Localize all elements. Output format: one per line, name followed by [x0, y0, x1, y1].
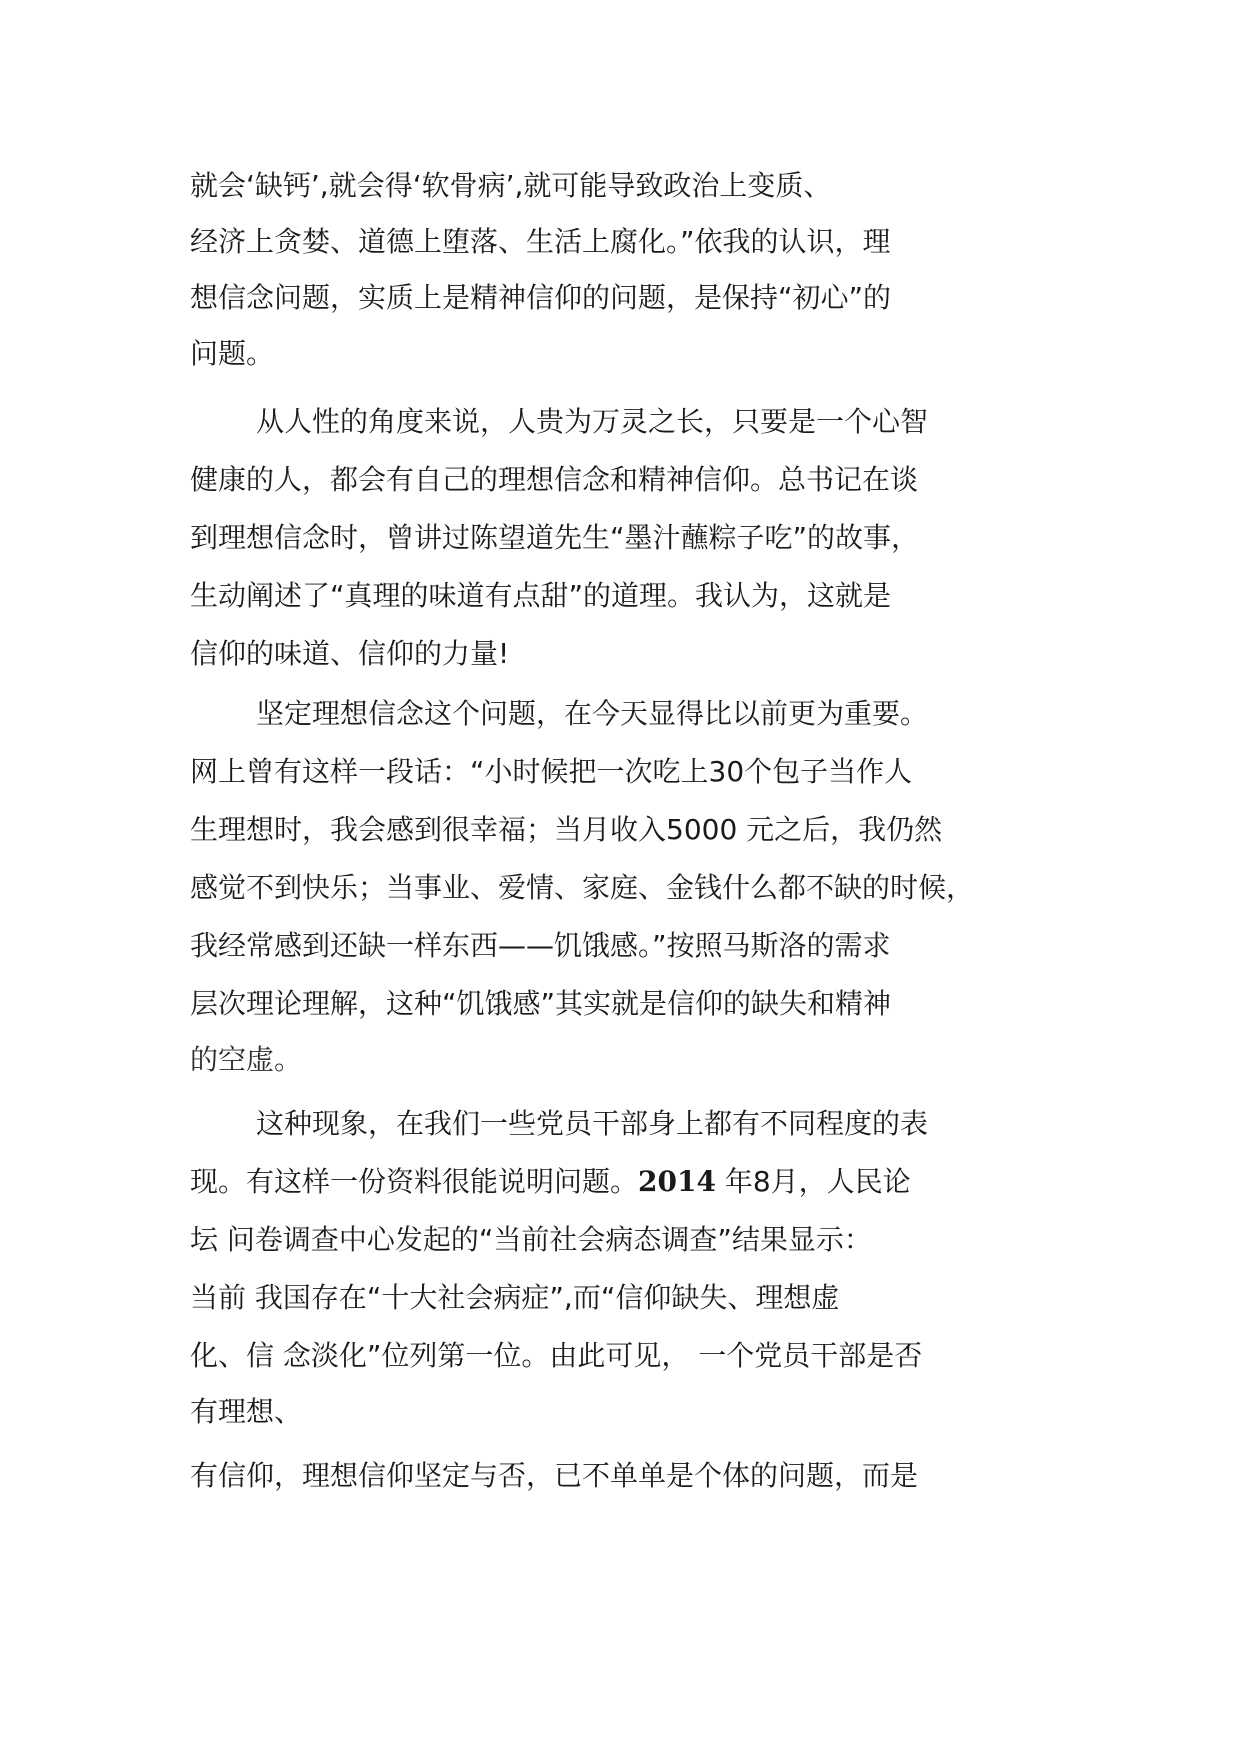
text-line: 就会‘缺钙’,就会得‘软骨病’,就可能导致政治上变质、 — [190, 169, 832, 202]
text-line: 到理想信念时，曾讲过陈望道先生“墨汁蘸粽子吃”的故事， — [190, 521, 920, 554]
text-line: 感觉不到快乐；当事业、爱情、家庭、金钱什么都不缺的时候， — [190, 871, 975, 904]
text-line: 层次理论理解，这种“饥饿感”其实就是信仰的缺失和精神 — [190, 987, 892, 1020]
text-line: 问题。 — [190, 337, 275, 370]
text-line: 经济上贪婪、道德上堕落、生活上腐化。”依我的认识，理 — [190, 225, 891, 258]
text-line: 当前 我国存在“十大社会病症”,而“信仰缺失、理想虚 — [190, 1281, 840, 1314]
text-line: 我经常感到还缺一样东西——饥饿感。”按照马斯洛的需求 — [190, 929, 891, 962]
text-line: 的空虚。 — [190, 1043, 303, 1076]
paragraph-first-line: 坚定理想信念这个问题，在今天显得比以前更为重要。 — [256, 697, 929, 730]
year-text: 2014 — [638, 1165, 716, 1198]
paragraph-first-line: 这种现象，在我们一些党员干部身上都有不同程度的表 — [256, 1107, 929, 1140]
text-line: 坛 问卷调查中心发起的“当前社会病态调查”结果显示： — [190, 1223, 872, 1256]
text-line: 想信念问题，实质上是精神信仰的问题，是保持“初心”的 — [190, 281, 892, 314]
text-line: 化、信 念淡化”位列第一位。由此可见， 一个党员干部是否 — [190, 1339, 923, 1372]
text-segment: 现。有这样一份资料很能说明问题。 — [190, 1165, 639, 1198]
text-line: 健康的人，都会有自己的理想信念和精神信仰。总书记在谈 — [190, 463, 919, 496]
text-line: 有理想、 — [190, 1395, 303, 1428]
text-line: 信仰的味道、信仰的力量! — [190, 637, 510, 670]
paragraph-first-line: 从人性的角度来说，人贵为万灵之长，只要是一个心智 — [256, 405, 929, 438]
text-segment: 年8月，人民论 — [715, 1165, 911, 1198]
text-line: 网上曾有这样一段话：“小时候把一次吃上30个包子当作人 — [190, 755, 913, 788]
text-line: 生动阐述了“真理的味道有点甜”的道理。我认为，这就是 — [190, 579, 892, 612]
text-line: 生理想时，我会感到很幸福；当月收入5000 元之后，我仍然 — [190, 813, 943, 846]
text-line — [190, 1162, 911, 1202]
text-line: 有信仰，理想信仰坚定与否，已不单单是个体的问题，而是 — [190, 1459, 919, 1492]
